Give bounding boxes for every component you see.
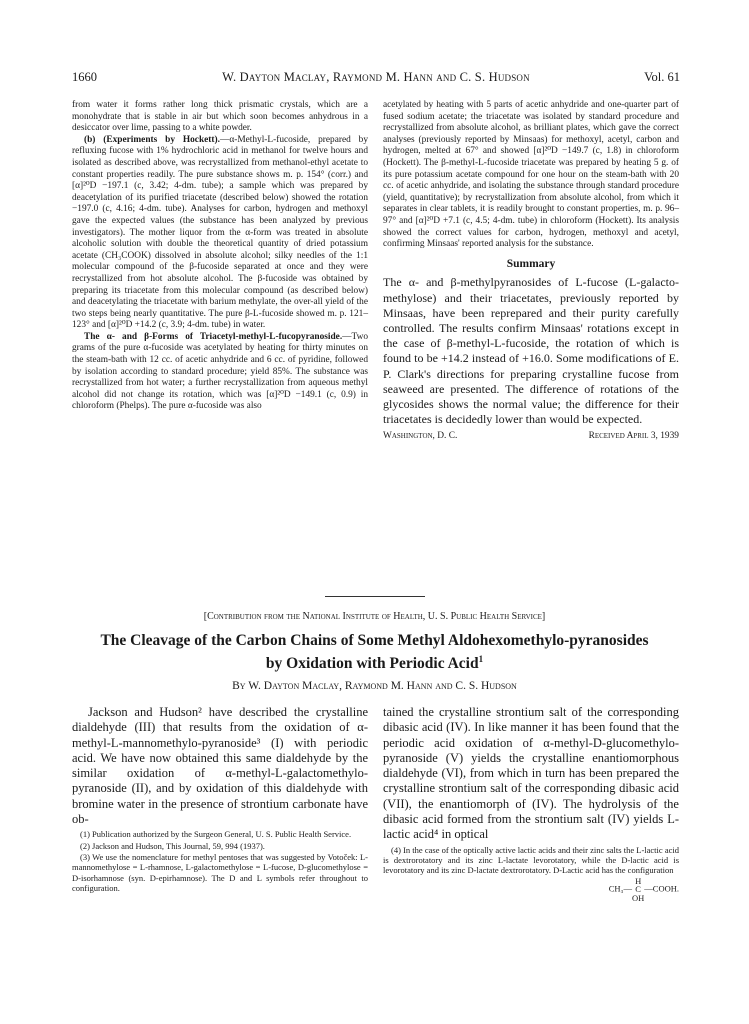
page-number: 1660 xyxy=(72,70,97,84)
intro-left-text: Jackson and Hudson² have described the crystalline dialdehyde (III) that results from the oxidation of α-methyl-L-mannomethylo-pyranoside³ (I) with periodic acid. We have now obtained this same dialdehyde by the similar oxidation of α-methyl-L-galactomethylo-pyranoside (II), and by oxidation of this dialdehyde with bromine water in the presence of strontium carbonate have ob- xyxy=(72,705,368,827)
lactic-acid-formula: CH₃— H C OH —COOH. xyxy=(608,875,679,903)
article-title-line-2: by Oxidation with Periodic Acid$^1$ xyxy=(265,654,484,673)
footnotes-left xyxy=(72,829,368,893)
running-header xyxy=(72,70,680,88)
right-paragraph-1: acetylated by heating with 5 parts of acetic anhydride and one-quarter part of fused sodium acetate; the triacetate was isolated by standard procedure and recrystallized from absolute alcohol, as brilliant plates, which gave the correct analyses (previously reported by Minsaas) for methoxyl, acetyl, carbon and hydrogen, melted at 67° and showed [α]²⁰D −149.7 (c, 1.8) in chloroform (Hockett). The β-methyl-L-fucoside triacetate was prepared by heating 5 g. of its pure potassium acetate compound for one hour on the steam-bath with 20 cc. of acetic anhydride, and isolating the substance through standard procedure (yield, quantitative); by recrystallization from absolute alcohol, from which it separates in clear tablets, it is readily brought to constant properties, m. p. 96–97° and [α]²⁰D +7.1 (c, 4.5; 4-dm. tube) in chloroform (Hockett). Its analysis showed the correct values for carbon, hydrogen, methoxyl and acetyl, confirming Minsaas' reported analysis for the substance. xyxy=(383,100,679,250)
hockett-text: —α-Methyl-L-fucoside, prepared by refluxing fucose with 1% hydrochloric acid in methanol for twelve hours and isolated as described above, was recrystallized from methanol-ethyl acetate to constant properties readily. The pure substance shows m. p. 154° (corr.) and [α]²⁰D −197.1 (c, 3.42; 4-dm. tube); a sample which was prepared by deacetylation of its purified triacetate (described below) showed the rotation −197.0 (c, 4.16; 4-dm. tube). Analyses for carbon, hydrogen and methoxyl gave the expected values (the substance has been analyzed by previous investigators). The mother liquor from the α-form was treated in absolute alcoholic solution with double the theoretical quantity of dried potassium acetate (CH₃COOK) dissolved in absolute alcohol; silky needles of the 1:1 molecular compound of the β-fucoside separated at once and they were recrystallized from hot absolute alcohol. The β-fucoside was obtained by preparing its triacetate from this molecular compound (as described below) and deacetylating the triacetate with barium methylate, the over-all yield of the two steps being nearly quantitative. The pure β-L-fucoside showed m. p. 121–123° and [α]²⁰D +14.2 (c, 3.9; 4-dm. tube) in water. xyxy=(72,134,368,331)
right-column-lower xyxy=(383,705,679,902)
summary-heading: Summary xyxy=(506,257,556,270)
left-paragraph-2 xyxy=(72,135,368,332)
left-paragraph-3 xyxy=(72,332,368,413)
article-title-line-1: The Cleavage of the Carbon Chains of Some Methyl Aldohexomethylo-pyranosides xyxy=(100,632,649,649)
article-title xyxy=(60,632,689,673)
intro-right-text: tained the crystalline strontium salt of the corresponding dibasic acid (IV). In like manner it has been found that the periodic acid oxidation of α-methyl-D-glucomethylo-pyranoside (V) yields the crystalline enantiomorphous dialdehyde (VI), from which in turn has been prepared the crystalline strontium salt of the corresponding dibasic acid (VII), the enantiomorph of (IV). The hydrolysis of the dibasic acid formed from the strontium salt (IV) yields L-lactic acid⁴ in optical xyxy=(383,705,679,842)
footnote-2: (2) Jackson and Hudson, This Journal, 59, 994 (1937). xyxy=(80,840,265,851)
summary-text: The α- and β-methylpyranosides of L-fucose (L-galacto-methylose) and their triacetates, previously reported by Minsaas, have been reprepared and their purity carefully controlled. The results confirm Minsaas' rotations except in the case of β-methyl-L-fucoside, the rotation of which is found to be +14.2 instead of +16.0. Some modifications of E. P. Clark's directions for preparing crystalline fucose from seaweed are presented. The difference of rotations of the glycosides shows the normal value; the difference for their triacetates is decidedly lower than would be expected. xyxy=(383,275,679,427)
left-column-upper xyxy=(72,100,368,413)
volume-label: Vol. 61 xyxy=(644,70,680,84)
hockett-heading: (b) (Experiments by Hockett). xyxy=(84,134,220,145)
section-divider xyxy=(325,596,425,597)
left-paragraph-1: from water it forms rather long thick prismatic crystals, which are a monohydrate that is stable in air but which soon becomes anhydrous in a desiccator over lime, passing to a white powder. xyxy=(72,100,368,134)
received-date: Received April 3, 1939 xyxy=(588,431,679,442)
footnote-1: (1) Publication authorized by the Surgeon General, U. S. Public Health Service. xyxy=(80,829,352,840)
footnote-4: (4) In the case of the optically active lactic acids and their zinc salts the L-lactic acid is dextrorotatory and its zinc L-lactate levorotatory, while the D-lactic acid is levorotatory and its zinc D-lactate dextrorotatory. D-Lactic acid has the configuration xyxy=(383,844,679,876)
left-column-lower xyxy=(72,705,368,894)
footnote-3: (3) We use the nomenclature for methyl pentoses that was suggested by Votoček: L-mannomethylose = L-rhamnose, L-galactomethylose = L-fucose, D-glucomethylose = D-isorhamnose (syn. D-epirhamnose). The D and L symbols refer throughout to configuration. xyxy=(72,851,368,893)
right-column-upper xyxy=(383,100,679,443)
title-footnote-marker: 1 xyxy=(478,654,484,664)
running-title: W. Dayton Maclay, Raymond M. Hann and C. S. Hudson xyxy=(222,70,530,84)
location: Washington, D. C. xyxy=(383,431,458,442)
triacetyl-heading: The α- and β-Forms of Triacetyl-methyl-L-fucopyranoside. xyxy=(84,331,343,342)
signature-line xyxy=(383,431,679,443)
contribution-line: [Contribution from the National Institute of Health, U. S. Public Health Service] xyxy=(203,611,546,622)
triacetyl-text: —Two grams of the pure α-fucoside was acetylated by heating for thirty minutes on the steam-bath with 12 cc. of acetic anhydride and 6 cc. of pyridine, followed by isolation according to standard procedure; yield 85%. The substance was recrystallized from hot water; a further recrystallization from aqueous methyl alcohol did not change its rotation, which was [α]²⁰D −149.1 (c, 0.9) in chloroform (Phelps). The pure α-fucoside was also xyxy=(72,331,368,412)
footnotes-right xyxy=(383,845,679,902)
article-byline: By W. Dayton Maclay, Raymond M. Hann and C. S. Hudson xyxy=(232,680,517,692)
